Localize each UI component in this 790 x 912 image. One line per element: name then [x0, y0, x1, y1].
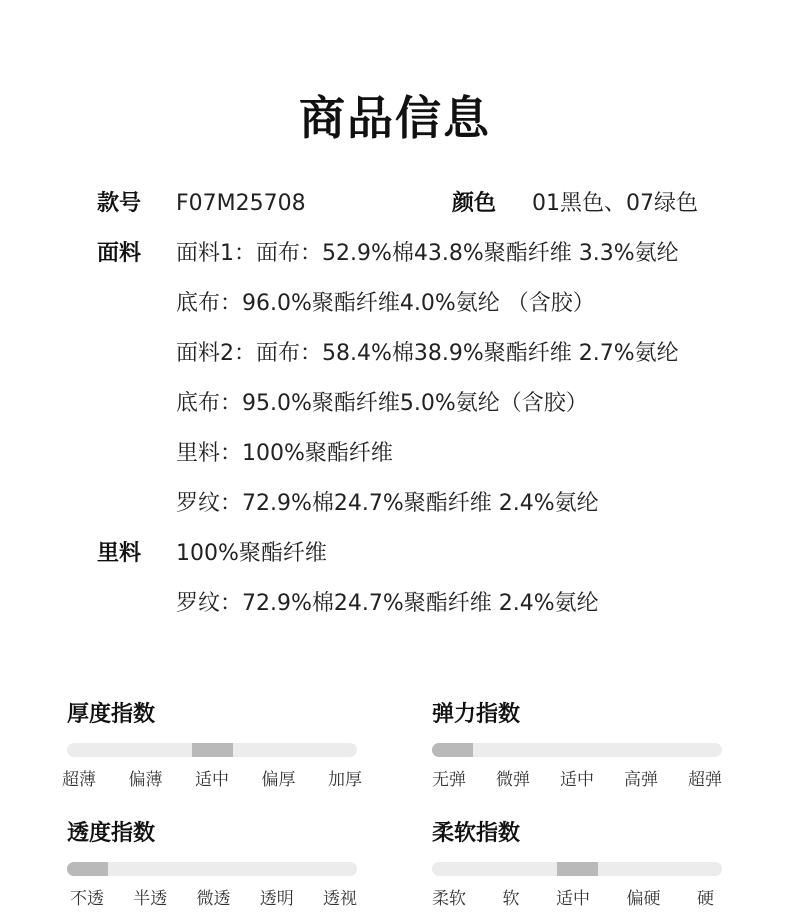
index-track: [67, 862, 357, 876]
index-track: [432, 862, 722, 876]
index-labels: [62, 765, 362, 790]
fabric-line: 底布：95.0%聚酯纤维5.0%氨纶（含胶）: [176, 391, 588, 416]
page-title: 商品信息: [299, 91, 491, 145]
fabric-line: 里料：100%聚酯纤维: [176, 441, 393, 466]
lining-label: 里料: [97, 541, 142, 566]
index-track: [67, 743, 357, 757]
index-labels: [432, 765, 722, 790]
index-label: 偏硬: [626, 889, 661, 909]
index-indicator: [557, 862, 598, 876]
index-label: 适中: [560, 770, 594, 790]
fabric-line: 底布：96.0%聚酯纤维4.0%氨纶 （含胶）: [176, 291, 595, 316]
lining-line: 罗纹：72.9%棉24.7%聚酯纤维 2.4%氨纶: [176, 591, 599, 616]
index-label: 硬: [697, 889, 714, 909]
color-label: 颜色: [452, 191, 497, 216]
index-title: 透度指数: [67, 821, 156, 846]
index-track: [432, 743, 722, 757]
index-label: 无弹: [432, 770, 466, 790]
index-title: 厚度指数: [67, 702, 156, 727]
index-label: 偏薄: [128, 770, 163, 790]
index-label: 超弹: [688, 770, 722, 790]
index-label: 适中: [556, 889, 590, 909]
index-label: 微透: [196, 889, 231, 909]
style-number-value: F07M25708: [176, 191, 306, 216]
fabric-label: 面料: [97, 241, 142, 266]
index-label: 偏厚: [261, 770, 296, 790]
index-label: 加厚: [328, 770, 362, 790]
index-label: 柔软: [432, 889, 466, 909]
fabric-line: 面料2：面布：58.4%棉38.9%聚酯纤维 2.7%氨纶: [176, 341, 679, 366]
index-label: 超薄: [62, 770, 96, 790]
index-label: 不透: [70, 889, 104, 909]
index-label: 透明: [259, 889, 294, 909]
index-title: 柔软指数: [432, 821, 521, 846]
fabric-line: 罗纹：72.9%棉24.7%聚酯纤维 2.4%氨纶: [176, 491, 599, 516]
index-indicator: [432, 743, 473, 757]
lining-line: 100%聚酯纤维: [176, 541, 327, 566]
index-labels: [70, 884, 357, 909]
index-indicator: [192, 743, 233, 757]
index-label: 软: [502, 889, 520, 909]
fabric-line: 面料1：面布：52.9%棉43.8%聚酯纤维 3.3%氨纶: [176, 241, 679, 266]
index-title: 弹力指数: [432, 702, 521, 727]
index-label: 半透: [133, 889, 168, 909]
index-labels: [432, 884, 714, 909]
index-label: 微弹: [496, 770, 530, 790]
style-number-label: 款号: [97, 191, 142, 216]
color-value: 01黑色、07绿色: [532, 191, 698, 216]
index-indicator: [67, 862, 108, 876]
index-label: 透视: [323, 889, 357, 909]
index-label: 高弹: [624, 770, 658, 790]
index-label: 适中: [195, 770, 229, 790]
